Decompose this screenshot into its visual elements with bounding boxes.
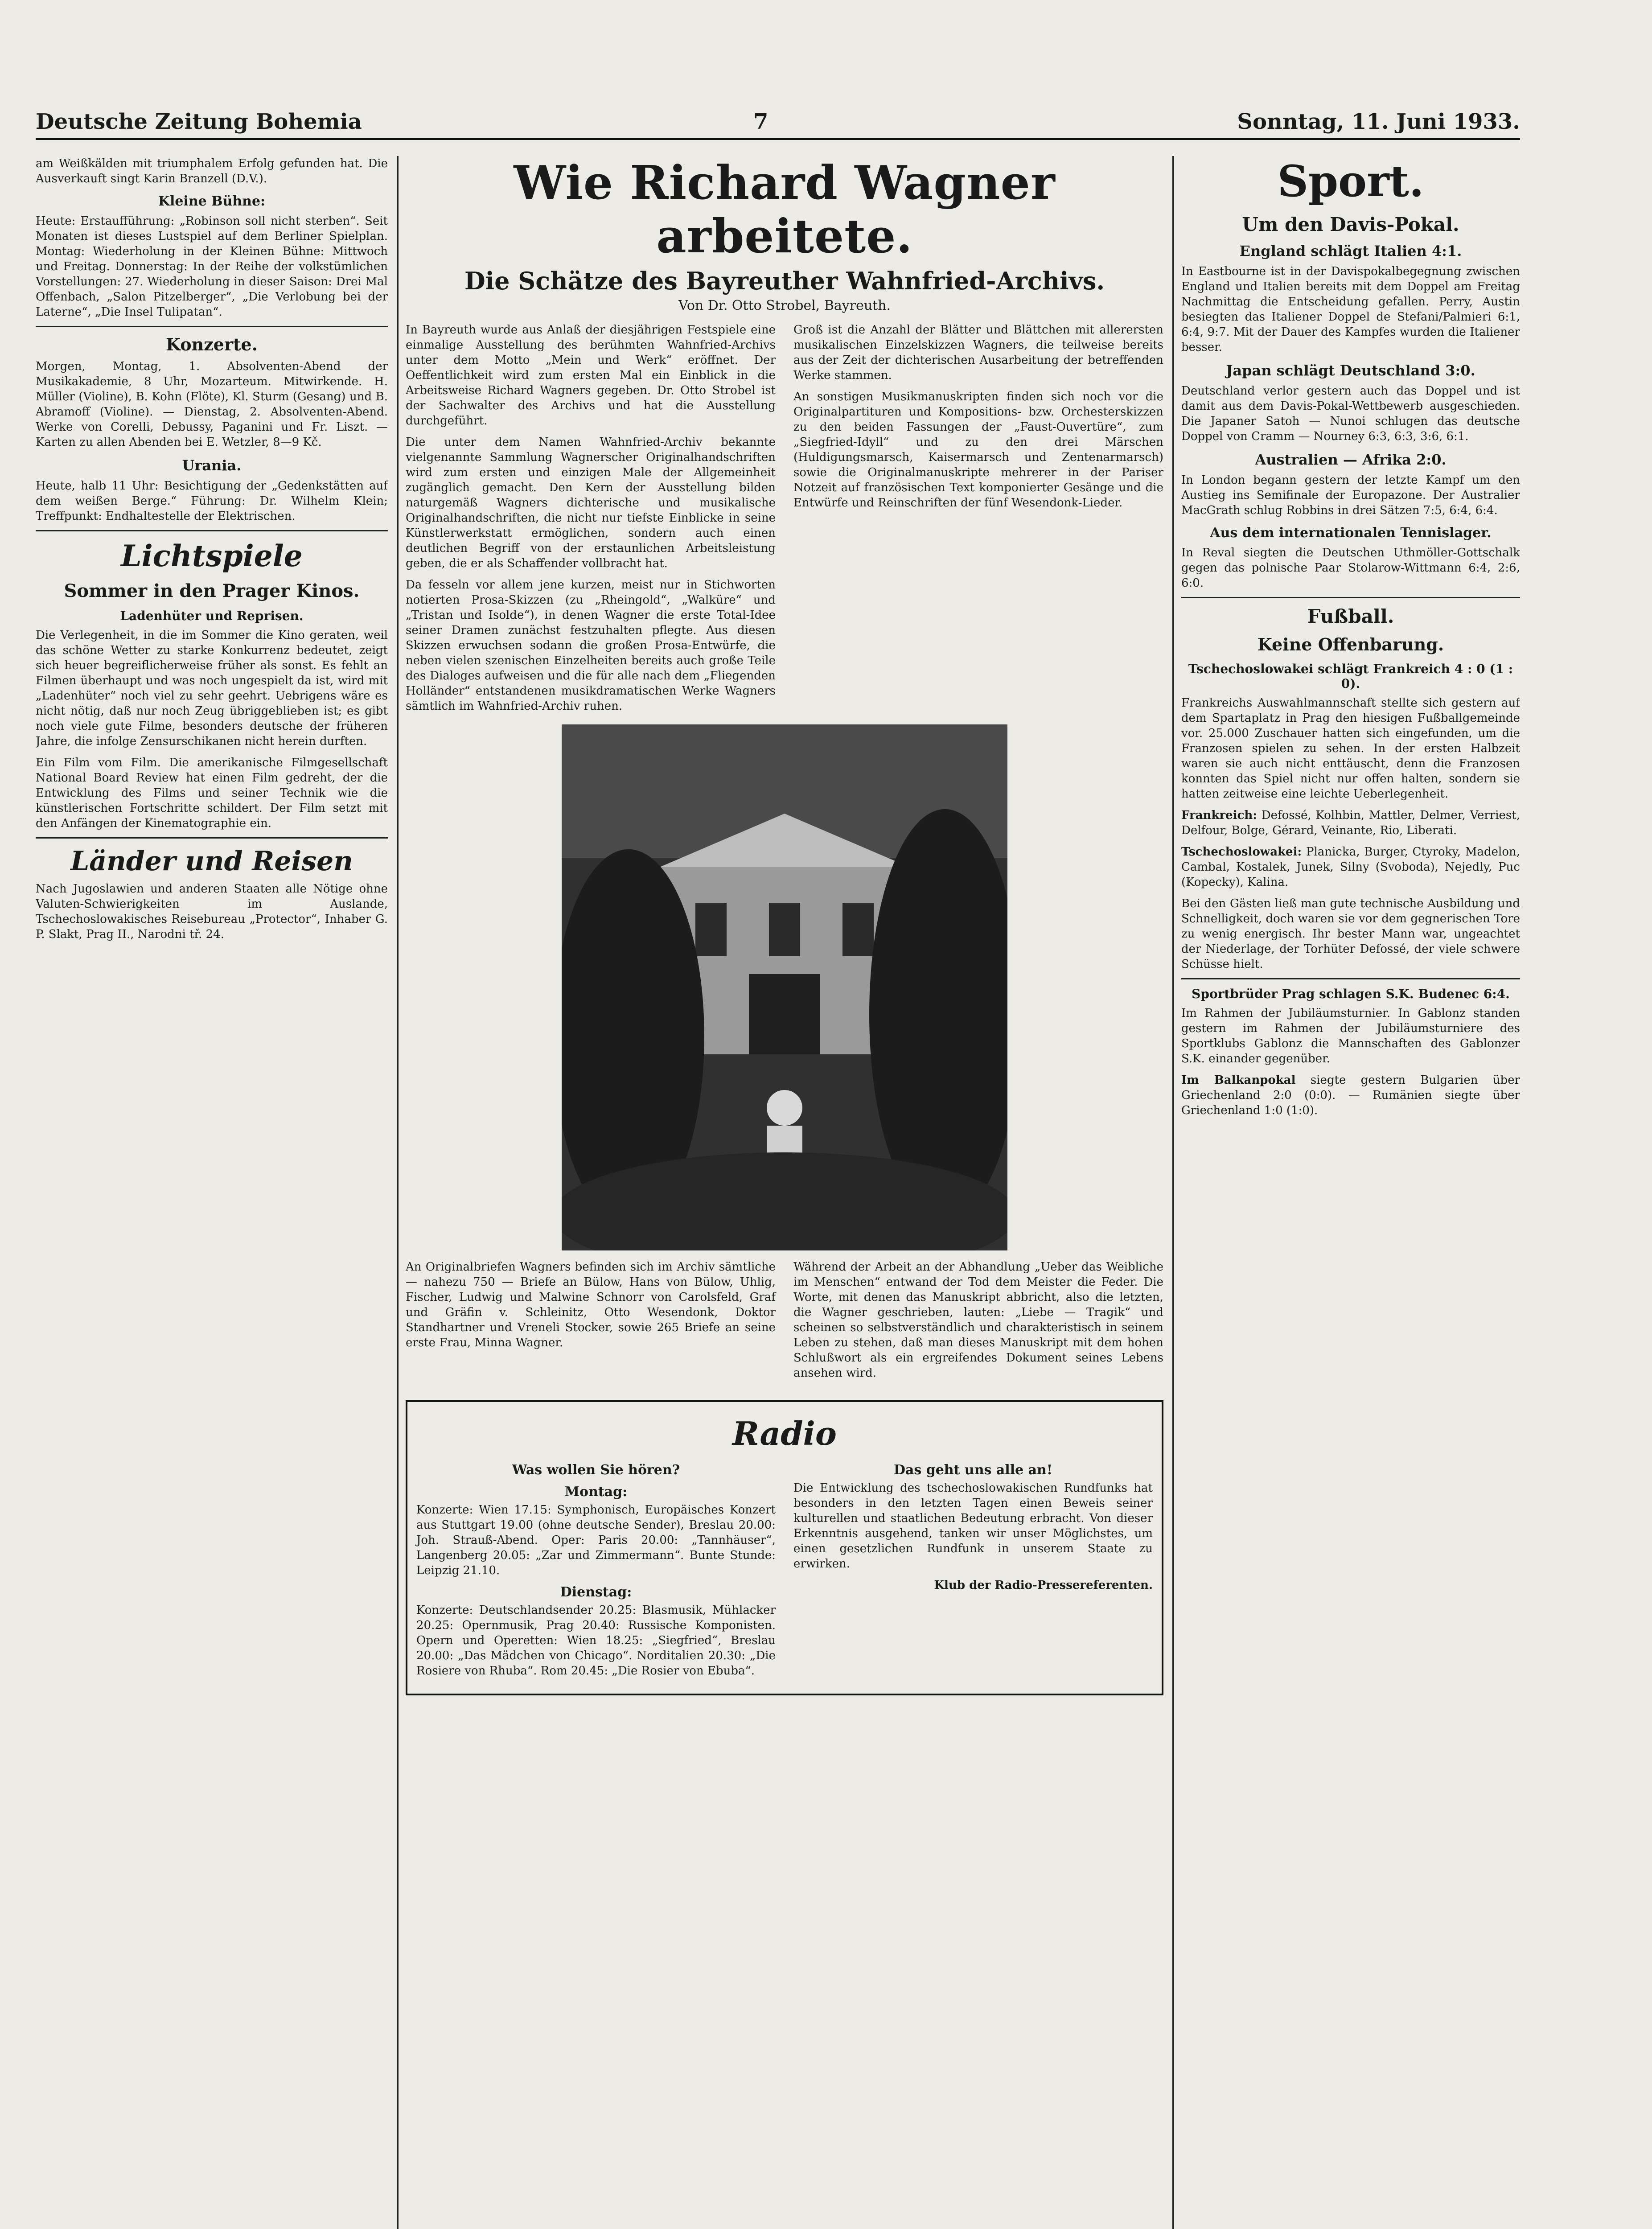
article-paragraph: An sonstigen Musikmanuskripten finden sich noch vor die Originalpartituren und Kompositions- bzw. Orchesterskizzen zu den beiden Fassungen der „Faust-Ouvertüre“, zum „Siegfried-Idyll“ und zu den drei Märschen (Huldigungsmarsch, Kaisermarsch und Zentenarmarsch) sowie die Originalmanuskripte mehrerer in der Pariser Notzeit auf französischen Text komponierter Gesänge und die Entwürfe und Reinschriften der fünf Wesendonk-Lieder.	[793, 390, 1163, 510]
lichtspiele-extra: Ein Film vom Film. Die amerikanische Filmgesellschaft National Board Review hat einen Film gedreht, der die Entwicklung des Films und seiner Technik wie die künstlerischen Fortschritte schildert. Der Film setzt mit den Anfängen der Kinematographie ein.	[36, 756, 388, 830]
column-rule	[1172, 156, 1174, 2229]
radio-col-1	[416, 1456, 776, 1685]
kino-subtitle: Ladenhüter und Reprisen.	[120, 609, 304, 623]
article-paragraph: Da fesseln vor allem jene kurzen, meist nur in Stichworten notierten Prosa-Skizzen (zu „Rheingold“, „Walküre“ und „Tristan und Isolde“), in denen Wagner die erste Total-Idee seiner Dramen zunächst festzuhalten pflegte. Aus diesen Skizzen erwuchsen sodann die großen Prosa-Entwürfe, die neben vielen szenischen Einzelheiten bereits auch große Teile des Dialoges aufweisen und die für alle nach dem „Fliegenden Holländer“ entstandenen musikdramatischen Werke Wagners sämtlich im Wahnfried-Archiv ruhen.	[406, 578, 776, 713]
newspaper-page	[36, 107, 1520, 2229]
article-byline: Von Dr. Otto Strobel, Bayreuth.	[678, 298, 891, 313]
fussball-score: Tschechoslowakei schlägt Frankreich 4 : 0 (1 : 0).	[1188, 662, 1513, 691]
article-body-lower	[406, 1259, 1163, 1387]
laender-title: Länder und Reisen	[70, 846, 353, 877]
tennis-text: In Reval siegten die Deutschen Uthmöller-Gottschalk gegen das polnische Paar Stolarow-Wittmann 6:4, 2:6, 6:0.	[1181, 546, 1520, 590]
frankreich-lineup	[1181, 808, 1520, 838]
australien-text: In London begann gestern der letzte Kampf um den Austieg ins Semifinale der Europazone. Der Australier MacGrath schlug Robbins in drei Sätzen 7:5, 6:4, 6:4.	[1181, 473, 1520, 517]
fussball-title: Fußball.	[1307, 605, 1394, 627]
kleine-buehne-text: Heute: Erstaufführung: „Robinson soll nicht sterben“. Seit Monaten ist dieses Lustspiel auf dem Berliner Spielplan. Montag: Wiederholung in der Kleinen Bühne: Mittwoch und Freitag. Donnerstag: In der Reihe der volkstümlichen Vorstellungen: 27. Wiederholung in dieser Saison: Drei Mal Offenbach, „Salon Pitzelberger“, „Die Verlobung bei der Laterne“, „Die Insel Tulipatan“.	[36, 214, 388, 319]
divider	[36, 530, 388, 531]
konzerte-text: Morgen, Montag, 1. Absolventen-Abend der Musikakademie, 8 Uhr, Mozarteum. Mitwirkende. H. Müller (Violine), B. Kohn (Flöte), Kl. Sturm (Gesang) und B. Abramoff (Violine). — Dienstag, 2. Absolventen-Abend. Werke von Corelli, Debussy, Paganini und Fr. Liszt. — Karten zu allen Abenden bei E. Wetzler, 8—9 Kč.	[36, 360, 388, 449]
radio-notice-text: Die Entwicklung des tschechoslowakischen Rundfunks hat besonders in den letzten Tagen einen Beweis seiner kulturellen und staatlichen Bedeutung erbracht. Von dieser Erkenntnis ausgehend, tanken wir unser Möglichstes, um einen gesetzlichen Rundfunk in unserem Staate zu erwirken.	[793, 1481, 1153, 1571]
tschecho-lineup	[1181, 844, 1520, 890]
page-header	[36, 107, 1520, 140]
kino-text: Die Verlegenheit, in die im Sommer die Kino geraten, weil das schöne Wetter zu starke Konkurrenz bedeutet, zeigt sich heuer begreiflicherweise früher als sonst. Es fehlt an Filmen überhaupt und was noch ungespielt da ist, wird mit „Ladenhüter“ noch viel zu sehr geehrt. Uebrigens wäre es nicht nötig, daß nur noch Zeug übriggeblieben ist; es gibt noch viele gute Filme, besonders deutsche der früheren Jahre, die infolge Zensurschikanen nicht herein durften.	[36, 629, 388, 748]
urania-text: Heute, halb 11 Uhr: Besichtigung der „Gedenkstätten auf dem weißen Berge.“ Führung: Dr. Wilhelm Klein; Treffpunkt: Endhaltestelle der Elektrischen.	[36, 479, 388, 523]
urania-title: Urania.	[182, 457, 242, 474]
japan-text: Deutschland verlor gestern auch das Doppel und ist damit aus dem Davis-Pokal-Wettbewerb ausgeschieden. Die Japaner Satoh — Nunoi schlugen das deutsche Doppel von Cramm — Nourney 6:3, 6:3, 3:6, 6:1.	[1181, 384, 1520, 443]
wahnfried-illustration	[562, 724, 1007, 1250]
radio-col-2	[793, 1456, 1153, 1685]
wahnfried-house-image	[562, 724, 1007, 1250]
radio-question: Was wollen Sie hören?	[512, 1462, 680, 1478]
fussball-subtitle: Keine Offenbarung.	[1257, 634, 1444, 654]
australien-title: Australien — Afrika 2:0.	[1255, 451, 1447, 468]
lichtspiele-title: Lichtspiele	[121, 539, 303, 573]
konzerte-title: Konzerte.	[166, 334, 258, 354]
left-intro: am Weißkälden mit triumphalem Erfolg gefunden hat. Die Ausverkauft singt Karin Branzell (D.V.).	[36, 157, 388, 185]
balkan-paragraph	[1181, 1073, 1520, 1118]
article-paragraph: Während der Arbeit an der Abhandlung „Ueber das Weibliche im Menschen“ entwand der Tod dem Meister die Feder. Die Worte, mit denen das Manuskript abbricht, also die letzten, die Wagner geschrieben, lauten: „Liebe — Tragik“ und scheinen so selbstverständlich und charakteristisch in seinem Leben zu stehen, daß man dieses Manuskript mit dem hohen Schlußwort als ein ergreifendes Dokument seines Lebens ansehen wird.	[793, 1260, 1163, 1380]
issue-date: Sonntag, 11. Juni 1933.	[1237, 109, 1520, 134]
tschecho-label: Tschechoslowakei:	[1181, 845, 1302, 859]
radio-footer: Klub der Radio-Pressereferenten.	[934, 1579, 1153, 1592]
article-paragraph: Die unter dem Namen Wahnfried-Archiv bekannte vielgenannte Sammlung Wagnerscher Originalhandschriften wird zum ersten und einzigen Male der Allgemeinheit zugänglich gemacht. Den Kern der Ausstellung bilden naturgemäß Wagners dichterische und musikalische Originalhandschriften, die nicht nur tiefste Einblicke in seine Künstlerwerkstatt ermöglichen, sondern auch einen deutlichen Begriff von der erstaunlichen Arbeitsleistung geben, die er als Schaffender vollbracht hat.	[406, 436, 776, 570]
article-paragraph: An Originalbriefen Wagners befinden sich im Archiv sämtliche — nahezu 750 — Briefe an Bülow, Hans von Bülow, Uhlig, Fischer, Ludwig und Malwine Schnorr von Carolsfeld, Graf und Gräfin v. Schleinitz, Otto Wesendonk, Doktor Standhartner und Vreneli Stocker, sowie 265 Briefe an seine erste Frau, Minna Wagner.	[406, 1260, 776, 1349]
japan-title: Japan schlägt Deutschland 3:0.	[1226, 362, 1475, 379]
radio-title: Radio	[732, 1415, 837, 1452]
frankreich-label: Frankreich:	[1181, 809, 1257, 822]
left-column	[36, 156, 388, 2229]
england-title: England schlägt Italien 4:1.	[1239, 243, 1462, 259]
sport-title: Sport.	[1277, 156, 1424, 206]
sportbrueder-text: Im Rahmen der Jubiläumsturnier. In Gablonz standen gestern im Rahmen der Jubiläumsturniere des Sportklubs Gablonz die Mannschaften des Gablonzer S.K. einander gegenüber.	[1181, 1007, 1520, 1065]
article-col-2	[793, 322, 1163, 720]
article-col-3	[406, 1259, 776, 1387]
main-article	[406, 156, 1163, 2229]
radio-tuesday-title: Dienstag:	[560, 1584, 632, 1600]
tennis-title: Aus dem internationalen Tennislager.	[1210, 525, 1492, 541]
kleine-buehne-title: Kleine Bühne:	[158, 193, 266, 209]
divider	[36, 837, 388, 839]
article-paragraph: Groß ist die Anzahl der Blätter und Blättchen mit allerersten musikalischen Einzelskizzen Wagners, die teilweise bereits aus der Zeit der dichterischen Ausarbeitung der betreffenden Werke stammen.	[793, 323, 1163, 382]
balkan-text: siegte gestern Bulgarien über Griechenland 2:0 (0:0). — Rumänien siegte über Griechenland 1:0 (1:0).	[1181, 1073, 1520, 1117]
tschecho-team: Planicka, Burger, Ctyroky, Madelon, Cambal, Kostalek, Junek, Silny (Svoboda), Nejedly, Puc (Kopecky), Kalina.	[1181, 845, 1520, 889]
article-col-1	[406, 322, 776, 720]
radio-section	[406, 1400, 1163, 1695]
divider	[1181, 597, 1520, 598]
page-number: 7	[753, 109, 768, 134]
newspaper-name: Deutsche Zeitung Bohemia	[36, 109, 362, 134]
davis-title: Um den Davis-Pokal.	[1242, 214, 1459, 235]
balkan-title: Im Balkanpokal	[1181, 1073, 1296, 1087]
divider	[1181, 978, 1520, 979]
fussball-text: Frankreichs Auswahlmannschaft stellte sich gestern auf dem Spartaplatz in Prag den hiesigen Fußballgemeinde vor. 25.000 Zuschauer hatten sich eingefunden, um die Franzosen spielen zu sehen. In der ersten Halbzeit waren sie auch nicht enttäuscht, denn die Franzosen konnten das Spiel nicht nur offen halten, sondern sie hatten zeitweise eine leichte Ueberlegenheit.	[1181, 696, 1520, 801]
article-paragraph: In Bayreuth wurde aus Anlaß der diesjährigen Festspiele eine einmalige Ausstellung des berühmten Wahnfried-Archivs unter dem Motto „Mein und Werk“ eröffnet. Der Oeffentlichkeit wird zum ersten Mal ein Einblick in die Arbeitsweise Richard Wagners gegeben. Dr. Otto Strobel ist der Sachwalter des Archivs und hat die Ausstellung durchgeführt.	[406, 323, 776, 428]
column-rule	[397, 156, 399, 2229]
article-subtitle: Die Schätze des Bayreuther Wahnfried-Archivs.	[464, 267, 1105, 295]
radio-monday-title: Montag:	[564, 1484, 628, 1500]
divider	[36, 326, 388, 327]
kino-title: Sommer in den Prager Kinos.	[64, 580, 360, 601]
radio-body	[416, 1456, 1153, 1685]
radio-notice-title: Das geht uns alle an!	[893, 1462, 1053, 1478]
sport-column	[1181, 156, 1520, 2229]
radio-tuesday-text: Konzerte: Deutschlandsender 20.25: Blasmusik, Mühlacker 20.25: Opernmusik, Prag 20.40: Russische Komponisten. Opern und Operetten: Wien 18.25: „Siegfried“, Breslau 20.00: „Das Mädchen von Chicago“. Norditalien 20.30: „Die Rosiere von Rhuba“. Rom 20.45: „Die Rosier von Ebuba“.	[416, 1604, 776, 1678]
frankreich-team: Defossé, Kolhbin, Mattler, Delmer, Verriest, Delfour, Bolge, Gérard, Veinante, Rio, Liberati.	[1181, 809, 1520, 837]
article-body	[406, 322, 1163, 720]
radio-monday-text: Konzerte: Wien 17.15: Symphonisch, Europäisches Konzert aus Stuttgart 19.00 (ohne deutsche Sender), Breslau 20.00: Joh. Strauß-Abend. Oper: Paris 20.00: „Tannhäuser“, Langenberg 20.05: „Zar und Zimmermann“. Bunte Stunde: Leipzig 21.10.	[416, 1503, 776, 1577]
fussball-text-2: Bei den Gästen ließ man gute technische Ausbildung und Schnelligkeit, doch waren sie vor dem gegnerischen Tore zu wenig energisch. Ihr bester Mann war, ungeachtet der Niederlage, der Torhüter Defossé, der viele schwere Schüsse hielt.	[1181, 897, 1520, 971]
article-col-4	[793, 1259, 1163, 1387]
sportbrueder-title: Sportbrüder Prag schlagen S.K. Budenec 6:4.	[1192, 987, 1510, 1001]
article-title: Wie Richard Wagner arbeitete.	[514, 156, 1056, 263]
england-text: In Eastbourne ist in der Davispokalbegegnung zwischen England und Italien bereits mit dem Doppel am Freitag Nachmittag die Entscheidung gefallen. Perry, Austin besiegten das Italiener Doppel de Stefani/Palmieri 6:1, 6:4, 9:7. Mit der Dauer des Kampfes wurden die Italiener besser.	[1181, 265, 1520, 354]
laender-text: Nach Jugoslawien und anderen Staaten alle Nötige ohne Valuten-Schwierigkeiten im Auslande, Tschechoslowakisches Reisebureau „Protector“, Inhaber G. P. Slakt, Prag II., Narodni tř. 24.	[36, 882, 388, 941]
